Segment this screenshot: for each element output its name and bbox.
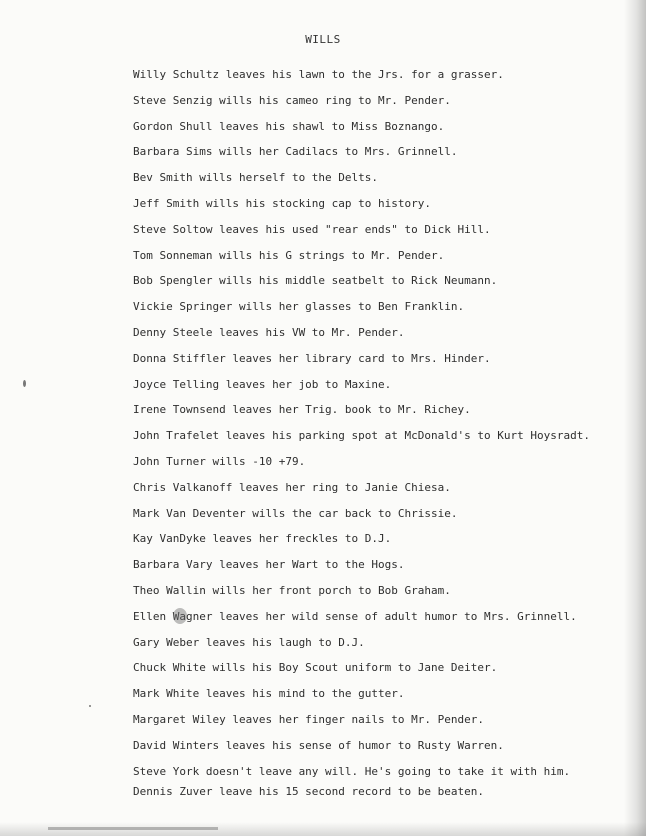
will-line: Kay VanDyke leaves her freckles to D.J. <box>133 532 392 546</box>
bottom-rule-mark <box>48 827 218 830</box>
will-line: Donna Stiffler leaves her library card to Mrs. Hinder. <box>133 351 491 365</box>
will-line: Chuck White wills his Boy Scout uniform to Jane Deiter. <box>133 661 498 675</box>
will-line: Dennis Zuver leave his 15 second record to be beaten. <box>133 784 484 798</box>
will-line: John Trafelet leaves his parking spot at McDonald's to Kurt Hoysradt. <box>133 429 590 443</box>
will-line: Irene Townsend leaves her Trig. book to Mr. Richey. <box>133 403 471 417</box>
ink-speck <box>89 705 91 707</box>
will-line: Chris Valkanoff leaves her ring to Janie Chiesa. <box>133 480 451 494</box>
page-title: WILLS <box>305 33 341 46</box>
will-line: David Winters leaves his sense of humor to Rusty Warren. <box>133 738 504 752</box>
will-line: Vickie Springer wills her glasses to Ben Franklin. <box>133 300 465 314</box>
will-line: Bev Smith wills herself to the Delts. <box>133 171 379 185</box>
will-line: Margaret Wiley leaves her finger nails to Mr. Pender. <box>133 712 484 726</box>
will-line: Tom Sonneman wills his G strings to Mr. Pender. <box>133 248 445 262</box>
will-line: Ellen Wagner leaves her wild sense of adult humor to Mrs. Grinnell. <box>133 609 577 623</box>
will-line: Gary Weber leaves his laugh to D.J. <box>133 635 365 649</box>
wills-list <box>133 67 638 809</box>
will-line: Joyce Telling leaves her job to Maxine. <box>133 377 392 391</box>
will-line: Bob Spengler wills his middle seatbelt to Rick Neumann. <box>133 274 498 288</box>
will-line: John Turner wills -10 +79. <box>133 454 306 468</box>
will-line: Mark Van Deventer wills the car back to Chrissie. <box>133 506 458 520</box>
will-line: Steve Senzig wills his cameo ring to Mr. Pender. <box>133 93 451 107</box>
will-line: Barbara Sims wills her Cadilacs to Mrs. Grinnell. <box>133 145 458 159</box>
will-line: Willy Schultz leaves his lawn to the Jrs. for a grasser. <box>133 68 504 81</box>
will-line: Steve York doesn't leave any will. He's going to take it with him. <box>133 764 571 778</box>
will-line: Jeff Smith wills his stocking cap to history. <box>133 196 432 210</box>
will-line: Theo Wallin wills her front porch to Bob Graham. <box>133 583 451 597</box>
will-line: Denny Steele leaves his VW to Mr. Pender. <box>133 325 405 339</box>
will-line: Steve Soltow leaves his used "rear ends" to Dick Hill. <box>133 222 491 236</box>
ink-speck <box>23 380 26 387</box>
will-line: Mark White leaves his mind to the gutter. <box>133 687 405 701</box>
will-line: Gordon Shull leaves his shawl to Miss Boznango. <box>133 119 445 133</box>
ink-smudge <box>173 608 187 624</box>
will-line: Barbara Vary leaves her Wart to the Hogs. <box>133 558 405 572</box>
